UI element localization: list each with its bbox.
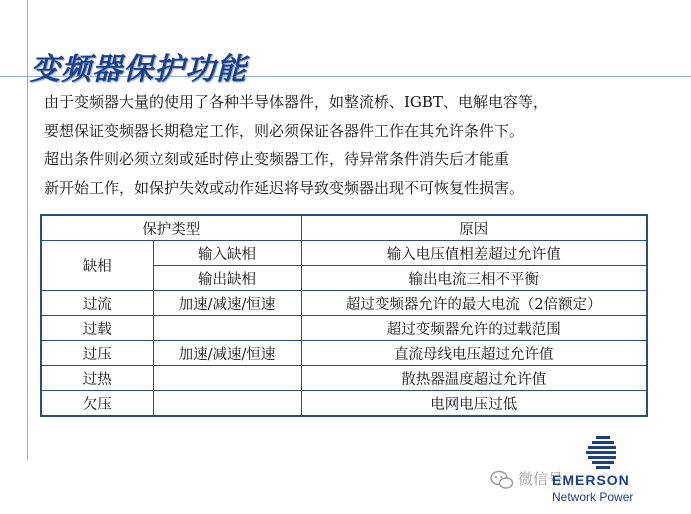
cell-subtype: [153, 316, 301, 341]
header-reason: 原因: [301, 215, 647, 241]
table-row: [41, 366, 647, 391]
cell-reason: 超过变频器允许的过载范围: [301, 316, 647, 341]
cell-subtype: [153, 391, 301, 417]
cell-subtype: 加速/减速/恒速: [153, 291, 301, 316]
protection-table: [40, 214, 648, 417]
cell-type: 过流: [41, 291, 153, 316]
cell-subtype: 输入缺相: [153, 241, 301, 266]
intro-line: 新开始工作，如保护失效或动作延迟将导致变频器出现不可恢复性损害。: [44, 178, 525, 197]
cell-reason: 超过变频器允许的最大电流（2倍额定）: [301, 291, 647, 316]
cell-type: 过压: [41, 341, 153, 366]
table-row: [41, 291, 647, 316]
cell-reason: 输入电压值相差超过允许值: [301, 241, 647, 266]
cell-type: 过载: [41, 316, 153, 341]
cell-reason: 直流母线电压超过允许值: [301, 341, 647, 366]
brand-name: EMERSON: [552, 472, 630, 488]
intro-line: 超出条件则必须立刻或延时停止变频器工作，待异常条件消失后才能重: [44, 150, 510, 168]
cell-subtype: 输出缺相: [153, 266, 301, 291]
emerson-logo-icon: [580, 436, 620, 472]
table-row: [41, 241, 647, 266]
table-row: [41, 341, 647, 366]
wechat-icon: [490, 470, 514, 490]
cell-reason: 散热器温度超过允许值: [301, 366, 647, 391]
header-protection-type: 保护类型: [41, 215, 301, 241]
cell-reason: 电网电压过低: [301, 391, 647, 417]
cell-type: 过热: [41, 366, 153, 391]
intro-paragraph: [44, 88, 664, 202]
table-header-row: [41, 215, 647, 241]
wechat-watermark: 微信号: [518, 470, 564, 488]
left-rule: [27, 0, 28, 460]
table-row: [41, 316, 647, 341]
cell-subtype: [153, 366, 301, 391]
table-row: [41, 391, 647, 417]
brand-subtitle: Network Power: [552, 490, 634, 504]
intro-line: 要想保证变频器长期稳定工作，则必须保证各器件工作在其允许条件下。: [44, 121, 525, 140]
cell-reason: 输出电流三相不平衡: [301, 266, 647, 291]
cell-type: 缺相: [41, 241, 153, 291]
cell-subtype: 加速/减速/恒速: [153, 341, 301, 366]
cell-type: 欠压: [41, 391, 153, 417]
intro-line: 由于变频器大量的使用了各种半导体器件，如整流桥、IGBT、电解电容等，: [44, 93, 548, 111]
slide-title: 变频器保护功能: [30, 52, 247, 87]
